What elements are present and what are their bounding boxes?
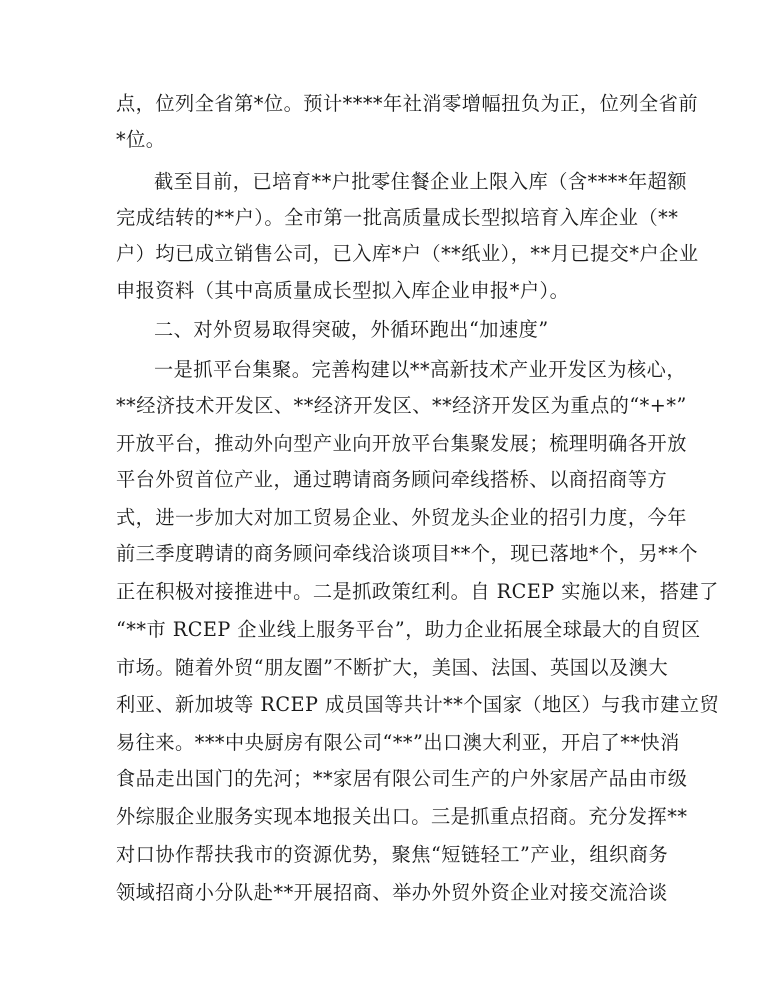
text-line: 外综服企业服务实现本地报关出口。三是抓重点招商。充分发挥** bbox=[116, 805, 688, 828]
text-line: 式，进一步加大对加工贸易企业、外贸龙头企业的招引力度，今年 bbox=[116, 506, 687, 529]
text-line: 食品走出国门的先河；**家居有限公司生产的户外家居产品由市级 bbox=[116, 767, 688, 790]
text-line: 点，位列全省第*位。预计****年社消零增幅扭负为正，位列全省前 bbox=[116, 92, 699, 115]
section-heading: 二、对外贸易取得突破，外循环跑出“加速度” bbox=[154, 318, 549, 341]
text-line: “**市 RCEP 企业线上服务平台”，助力企业拓展全球最大的自贸区 bbox=[116, 618, 701, 641]
text-line: 一是抓平台集聚。完善构建以**高新技术产业开发区为核心， bbox=[154, 358, 687, 381]
text-line: 前三季度聘请的商务顾问牵线洽谈项目**个，现已落地*个，另**个 bbox=[116, 542, 699, 565]
text-line: 开放平台，推动外向型产业向开放平台集聚发展；梳理明确各开放 bbox=[116, 432, 687, 455]
text-line: 易往来。***中央厨房有限公司“**”出口澳大利亚，开启了**快消 bbox=[116, 731, 680, 754]
text-line: 申报资料（其中高质量成长型拟入库企业申报*户）。 bbox=[116, 279, 570, 302]
text-line: 截至目前，已培育**户批零住餐企业上限入库（含****年超额 bbox=[154, 170, 688, 193]
text-line: 平台外贸首位产业，通过聘请商务顾问牵线搭桥、以商招商等方 bbox=[116, 468, 668, 491]
text-line: 领域招商小分队赴**开展招商、举办外贸外资企业对接交流洽谈 bbox=[116, 881, 668, 904]
text-line: 完成结转的**户）。全市第一批高质量成长型拟培育入库企业（** bbox=[116, 206, 679, 229]
text-line: **经济技术开发区、**经济开发区、**经济开发区为重点的“*+*” bbox=[116, 394, 687, 417]
text-line: 市场。随着外贸“朋友圈”不断扩大，美国、法国、英国以及澳大 bbox=[116, 656, 669, 679]
text-line: 利亚、新加坡等 RCEP 成员国等共计**个国家（地区）与我市建立贸 bbox=[116, 693, 720, 716]
text-line: 户）均已成立销售公司，已入库*户（**纸业），**月已提交*户企业 bbox=[116, 242, 699, 265]
text-line: 正在积极对接推进中。二是抓政策红利。自 RCEP 实施以来，搭建了 bbox=[116, 580, 719, 603]
text-line: *位。 bbox=[116, 128, 166, 151]
text-line: 对口协作帮扶我市的资源优势，聚焦“短链轻工”产业，组织商务 bbox=[116, 843, 669, 866]
